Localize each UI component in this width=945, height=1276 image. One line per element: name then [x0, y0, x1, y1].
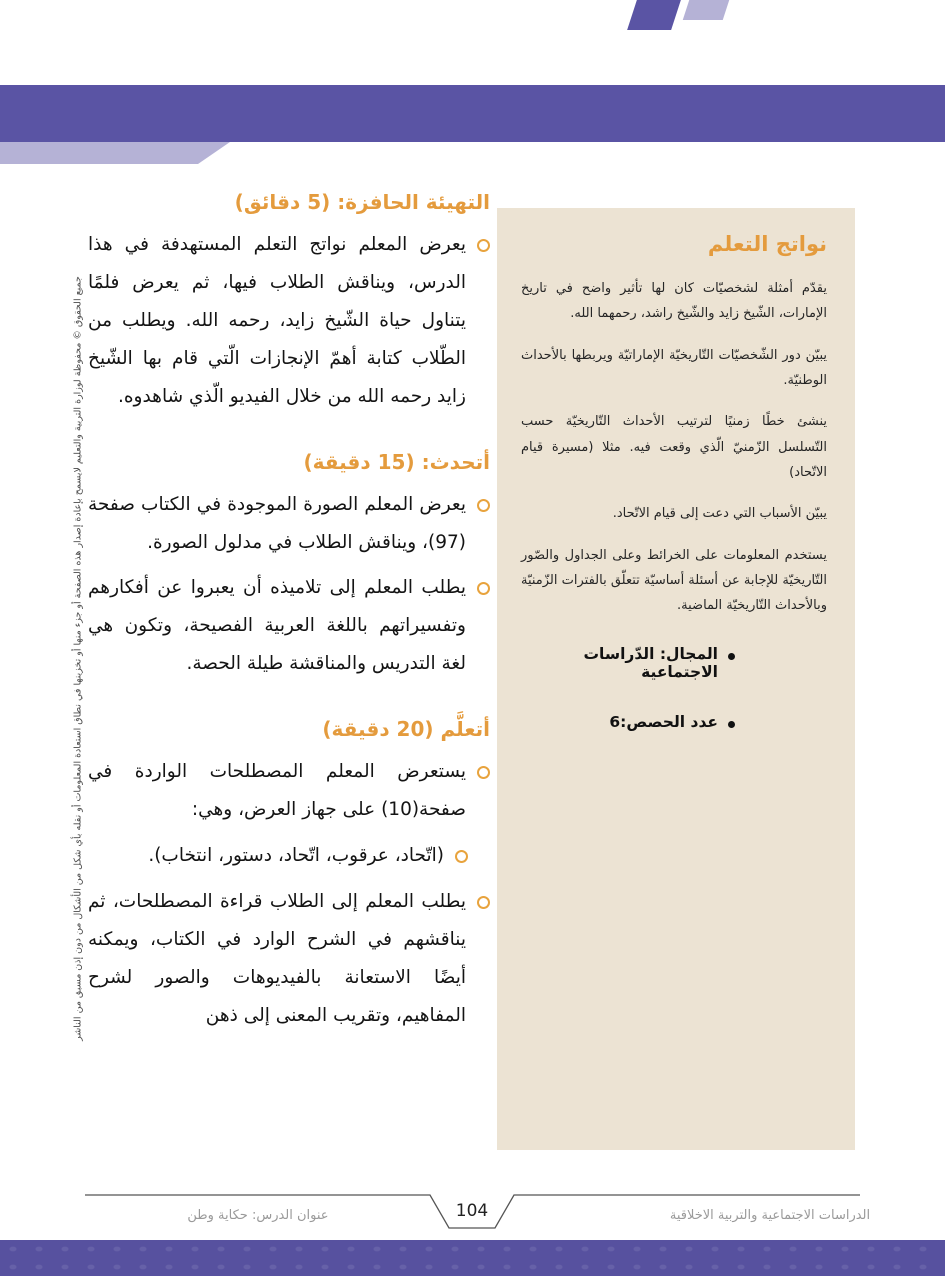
bullet-dot-icon [728, 653, 735, 660]
copyright-vertical-text: جميع الحقوق © محفوظة لوزارة التربية والتعليم لايسمح بإعادة إصدار هذه الصفحة أو جزء منها أو تخزينها في نطاق استعادة المعلومات أو نقله بأي شكل من الأشكال من دون إذن مسبق من الناشر [72, 276, 84, 1041]
lesson-step [88, 486, 490, 562]
outcome-item: يبيّن دور الشّخصيّات التّاريخيّة الإماراتيّة ويربطها بالأحداث الوطنيّة. [521, 347, 827, 389]
footer-subject: الدراسات الاجتماعية والتربية الاخلاقية [669, 1208, 871, 1223]
learning-outcomes-panel [497, 208, 855, 1150]
outcome-item: يبيّن الأسباب التي دعت إلى قيام الاتّحاد. [612, 506, 827, 522]
lesson-step-text: يستعرض المعلم المصطلحات الواردة في صفحة(10) على جهاز العرض، وهي: [88, 761, 466, 821]
top-edge-shape-dark [627, 0, 681, 30]
header-band [0, 85, 945, 142]
lesson-step-nested [88, 837, 490, 875]
lesson-step-text: يطلب المعلم إلى تلاميذه أن يعبروا عن أفكارهم وتفسيراتهم باللغة العربية الفصيحة، وتكون هي لغة التدريس والمناقشة طيلة الحصة. [88, 577, 466, 675]
bottom-band [0, 1240, 945, 1276]
outcome-item: يستخدم المعلومات على الخرائط وعلى الجداول والصّور التّاريخيّة للإجابة عن أسئلة أساسيّة تتعلّق بالفترات الزّمنيّة وبالأحداث التّاريخيّة الماضية. [520, 547, 827, 614]
lesson-step-text: (اتّحاد، عرقوب، اتّحاد، دستور، انتخاب). [148, 845, 444, 867]
bullet-ring-icon [477, 896, 490, 909]
header-band-accent [0, 142, 230, 164]
section-heading: التهيئة الحافزة: (5 دقائق) [234, 190, 490, 214]
subject-field: المجال: الدّراسات الاجتماعية [583, 644, 718, 681]
bullet-dot-icon [728, 721, 735, 728]
footer-lesson-title: عنوان الدرس: حكاية وطن [187, 1208, 329, 1223]
lesson-step-text: يطلب المعلم إلى الطلاب قراءة المصطلحات، ثم يناقشهم في الشرح الوارد في الكتاب، ويمكنه أيضًا الاستعانة بالفيديوهات والصور لشرح المفاهيم، وتقريب المعنى إلى ذهن [88, 890, 466, 1026]
lesson-count: عدد الحصص:6 [609, 712, 718, 731]
bullet-ring-icon [477, 582, 490, 595]
bullet-ring-icon [477, 499, 490, 512]
bullet-ring-icon [477, 239, 490, 252]
section-learn [88, 717, 490, 1034]
learning-outcomes-title: نواتج التعلم [707, 232, 827, 256]
lesson-step [88, 883, 490, 1035]
list-item [521, 713, 735, 731]
section-warmup [88, 190, 490, 416]
subject-info-list [521, 645, 827, 731]
outcome-item: يقدّم أمثلة لشخصيّات كان لها تأثير واضح في تاريخ الإمارات، الشّيخ زايد والشّيخ راشد، رحمهما الله. [521, 281, 827, 322]
lesson-step-text: يعرض المعلم الصورة الموجودة في الكتاب صفحة (97)، ويناقش الطلاب في مدلول الصورة. [88, 493, 466, 553]
lesson-step [88, 226, 490, 416]
outcome-item: ينشئ خطًا زمنيًا لترتيب الأحداث التّاريخيّة حسب التّسلسل الزّمنيّ الّذي وقعت فيه. مثلا (مسيرة قيام الاتّحاد) [521, 414, 827, 481]
lesson-plan-main [88, 190, 490, 1069]
top-edge-shape-light [683, 0, 729, 20]
section-speak [88, 450, 490, 684]
section-heading: أتعلَّم (20 دقيقة) [322, 717, 490, 742]
bullet-ring-icon [477, 766, 490, 779]
lesson-step-text: يعرض المعلم نواتج التعلم المستهدفة في هذا الدرس، ويناقش الطلاب فيها، ثم يعرض فلمًا يتناول حياة الشّيخ زايد، رحمه الله. ويطلب من الطّلاب كتابة أهمّ الإنجازات الّتي قام بها الشّيخ زايد رحمه الله من خلال الفيديو الّذي شاهدوه. [88, 234, 466, 407]
lesson-step [88, 569, 490, 683]
page-footer [0, 1186, 945, 1240]
section-heading: أتحدث: (15 دقيقة) [303, 449, 490, 474]
bullet-ring-icon [455, 850, 468, 863]
list-item [521, 645, 735, 681]
page-number: 104 [455, 1201, 489, 1221]
lesson-step [88, 753, 490, 829]
